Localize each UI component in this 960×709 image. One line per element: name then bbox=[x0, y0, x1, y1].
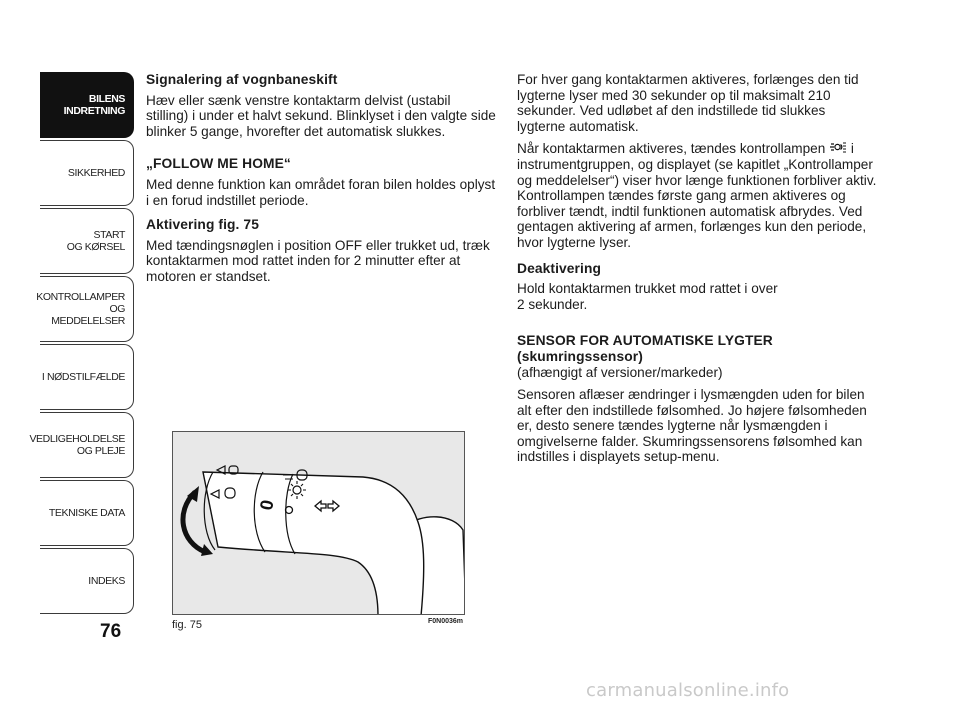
paragraph-warning-lamp bbox=[517, 141, 877, 250]
paragraph-follow-me-home: Med denne funktion kan området foran bilen holdes oplyst i en forud indstillet periode. bbox=[146, 176, 496, 208]
tab-sikkerhed[interactable] bbox=[40, 140, 134, 206]
tab-label: KONTROLLAMPER OG MEDDELELSER bbox=[36, 290, 125, 328]
tab-indeks[interactable] bbox=[40, 548, 134, 614]
paragraph-activation: Med tændingsnøglen i position OFF eller trukket ud, træk kontaktarmen mod rattet inden for 2 minutter efter at motoren er standset. bbox=[146, 237, 490, 284]
tab-label: BILENS INDRETNING bbox=[63, 92, 125, 117]
sensor-version-note: (afhængigt af versioner/markeder) bbox=[517, 364, 723, 380]
right-column bbox=[517, 72, 877, 472]
tab-vedligeholdelse[interactable] bbox=[29, 412, 134, 478]
paragraph-sensor: Sensoren aflæser ændringer i lysmængden uden for bilen alt efter den indstillede følsomhed. Jo højere følsomheden er, desto senere tændes lygterne når lysmængden i omgivelserne falder. Skumringssensorens følsomhed kan indstilles i displayets setup-menu. bbox=[517, 387, 867, 465]
follow-me-home-lamp-icon bbox=[829, 142, 847, 154]
lamp-text-before: Når kontaktarmen aktiveres, tændes kontrollampen bbox=[517, 141, 826, 157]
tab-label: INDEKS bbox=[88, 574, 125, 587]
heading-follow-me-home: „FOLLOW ME HOME“ bbox=[146, 156, 291, 172]
paragraph-lane-change: Hæv eller sænk venstre kontaktarm delvist (ustabil stilling) i under et halvt sekund. Blinklyset i den valgte side blinker 5 gange, hvorefter det automatisk slukkes. bbox=[146, 92, 496, 139]
tab-label: I NØDSTILFÆLDE bbox=[41, 370, 125, 383]
left-column bbox=[146, 72, 496, 292]
tab-label: VEDLIGEHOLDELSE OG PLEJE bbox=[29, 432, 125, 457]
paragraph-deactivation: Hold kontaktarmen trukket mod rattet i over 2 sekunder. bbox=[517, 281, 778, 312]
heading-activation: Aktivering fig. 75 bbox=[146, 217, 259, 233]
tab-start-og-korsel[interactable] bbox=[40, 208, 134, 274]
tab-label: START OG KØRSEL bbox=[66, 228, 125, 253]
figure-code: F0N0036m bbox=[428, 618, 464, 625]
watermark: carmanualsonline.info bbox=[586, 680, 790, 701]
figure-75 bbox=[172, 431, 465, 615]
figure-caption: fig. 75 bbox=[172, 619, 202, 631]
heading-deactivation: Deaktivering bbox=[517, 260, 602, 276]
tab-i-nodstilfaelde[interactable] bbox=[40, 344, 134, 410]
tab-bilens-indretning[interactable] bbox=[40, 72, 134, 138]
tab-kontrollamper[interactable] bbox=[36, 276, 134, 342]
tab-tekniske-data[interactable] bbox=[40, 480, 134, 546]
lamp-text-after: i instrumentgruppen, og displayet (se kapitlet „Kontrollamper og meddelelser“) viser hvor længe funktionen forbliver aktiv. Kontrollampen tændes første gang armen aktiveres og forbliver tændt, indtil funktionen automatisk afbrydes. Ved gentagen aktivering af armen, forlænges kun den periode, hvor lygterne lyser. bbox=[517, 141, 877, 250]
heading-lane-change: Signalering af vognbaneskift bbox=[146, 72, 338, 87]
tab-label: TEKNISKE DATA bbox=[48, 506, 125, 519]
stalk-illustration bbox=[173, 432, 465, 615]
switch-off-label: 0 bbox=[256, 498, 278, 512]
heading-sensor: SENSOR FOR AUTOMATISKE LYGTER (skumringssensor) bbox=[517, 333, 773, 364]
page-number: 76 bbox=[100, 621, 122, 642]
paragraph-extension: For hver gang kontaktarmen aktiveres, forlænges den tid lygterne lyser med 30 sekunder op til maksimalt 210 sekunder. Ved udløbet af den indstillede tid slukkes lygterne automatisk. bbox=[517, 72, 859, 134]
tab-label: SIKKERHED bbox=[67, 166, 125, 179]
